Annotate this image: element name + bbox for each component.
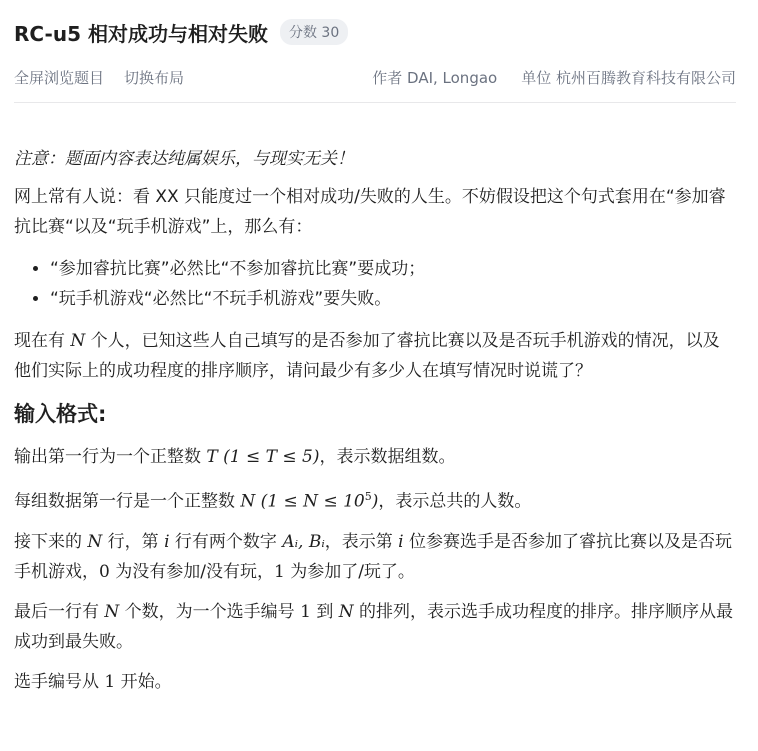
author-info: 作者 DAI, Longao (372, 68, 498, 87)
meta-row (14, 66, 736, 88)
math-expression: ) (371, 491, 379, 512)
input-line-4 (14, 597, 736, 657)
input-format-heading: 输入格式: (14, 402, 107, 426)
title-row (14, 14, 736, 50)
header-divider (14, 102, 736, 103)
problem-header (14, 14, 736, 88)
rule-item: • “玩手机游戏“必然比“不玩手机游戏”要失败。 (50, 284, 736, 314)
text-span: 的排列，表示选手成功程度的排序。排序顺序从最成功到最失败。 (14, 601, 734, 652)
score-badge: 分数 30 (280, 19, 348, 45)
math-var: N (70, 331, 86, 351)
math-var: N (87, 531, 103, 552)
text-span: ，表示总共的人数。 (378, 491, 532, 512)
rules-list (14, 254, 736, 314)
input-line-5 (14, 667, 736, 697)
math-var: N (104, 601, 120, 622)
text-span: 开始。 (115, 671, 172, 692)
text-span: 行有两个数字 (169, 531, 283, 552)
math-expression: T (1 ≤ T ≤ 5) (206, 447, 320, 467)
math-number: 0 (99, 561, 110, 582)
text-span: 个人，已知这些人自己填写的是否参加了睿抗比赛以及是否玩手机游戏的情况，以及他们实际上的成功程度的排序顺序，请问最少有多少人在填写情况时说谎了？ (14, 331, 720, 381)
text-span: 为参加了/玩了。 (284, 561, 415, 582)
text-span: 现在有 (14, 331, 71, 351)
intro-paragraph: 网上常有人说：看 XX 只能度过一个相对成功/失败的人生。不妨假设把这个句式套用在“参加睿抗比赛“以及“玩手机游戏”上，那么有： (14, 187, 726, 237)
text-span: ，表示数据组数。 (319, 447, 456, 467)
math-number: 1 (104, 671, 116, 692)
text-span: 行，第 (102, 531, 165, 552)
input-line-2 (14, 482, 736, 517)
organization-info: 单位 杭州百腾教育科技有限公司 (521, 68, 736, 87)
text-span: 位参赛选手是否参加了睿抗比赛以及是否玩手机游戏， (14, 531, 733, 582)
math-var: N (338, 601, 354, 622)
math-var: Aᵢ, Bᵢ (282, 531, 325, 552)
math-number: 1 (300, 601, 311, 622)
question-paragraph (14, 326, 736, 386)
text-span: 每组数据第一行是一个正整数 (14, 491, 241, 512)
rule-item: • “参加睿抗比赛”必然比“不参加睿抗比赛”要成功； (50, 254, 736, 284)
input-line-3 (14, 527, 736, 587)
math-var: i (164, 531, 170, 552)
math-var: i (398, 531, 404, 552)
text-span: 输出第一行为一个正整数 (14, 447, 207, 467)
text-span: 到 (310, 601, 339, 622)
fullscreen-link[interactable]: 全屏浏览题目 (14, 68, 105, 87)
disclaimer-note: 注意：题面内容表达纯属娱乐，与现实无关！ (14, 149, 354, 169)
math-expression: N (1 ≤ N ≤ 10 (240, 491, 365, 512)
math-number: 1 (273, 561, 285, 582)
input-line-1 (14, 442, 736, 472)
problem-title: RC-u5 相对成功与相对失败 (14, 21, 268, 46)
text-span: 个数，为一个选手编号 (119, 601, 301, 622)
math-superscript: 5 (364, 490, 372, 503)
switch-layout-link[interactable]: 切换布局 (124, 68, 185, 87)
text-span: 选手编号从 (14, 671, 105, 692)
text-span: 接下来的 (14, 531, 88, 552)
text-span: 为没有参加/没有玩， (109, 561, 274, 582)
text-span: ，表示第 (324, 531, 399, 552)
text-span: 最后一行有 (14, 601, 105, 622)
problem-statement (14, 144, 736, 707)
